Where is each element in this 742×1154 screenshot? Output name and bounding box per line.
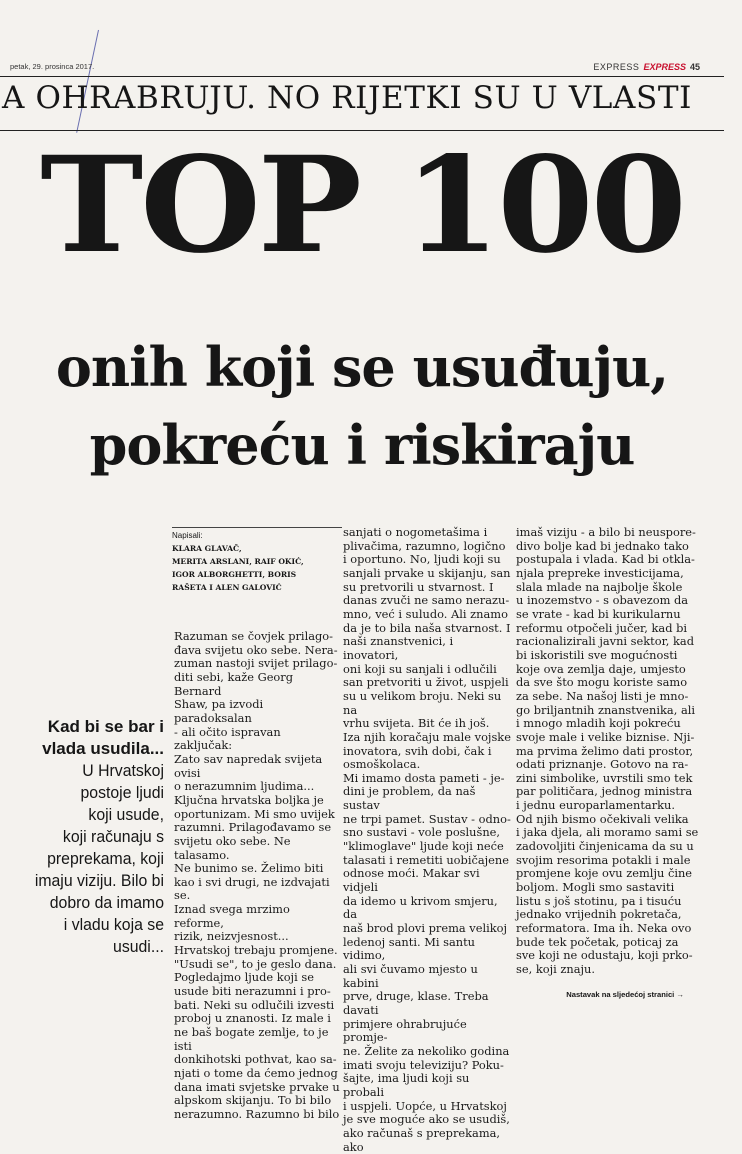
article-line: Shaw, pa izvodi paradoksalan (174, 697, 264, 725)
article-line: bati. Neki su odlučili izvesti (174, 997, 335, 1012)
article-line: postupala i vlada. Kad bi otkla- (516, 552, 695, 567)
article-line: zini simbolike, uvrstili smo tek (516, 770, 693, 785)
article-line: odati priznanje. Gotovo na ra- (516, 757, 689, 772)
byline-label: Napisali: (172, 531, 203, 540)
pull-quote-line: imaju viziju. Bilo bi (34, 871, 164, 890)
article-line: da idemo u krivom smjeru, da (343, 893, 498, 922)
article-line: i oportuno. No, ljudi koji su (343, 552, 501, 567)
article-line: ma prvima želimo dati prostor, (516, 743, 694, 758)
article-line: diti sebi, kaže Georg Bernard (174, 669, 294, 698)
article-line: Ključna hrvatska boljka je (174, 792, 324, 807)
article-line: da sve što mogu koriste samo (516, 675, 688, 690)
article-column-3 (516, 526, 712, 977)
article-line: Ne bunimo se. Želimo biti (174, 861, 324, 876)
pull-quote-line: usudi... (113, 937, 164, 956)
article-line: za sebe. Na našoj listi je mno- (516, 688, 689, 703)
article-line: svoje male i velike biznise. Nji- (516, 729, 695, 744)
article-line: par političara, jednog ministra (516, 784, 693, 799)
article-line: Razuman se čovjek prilago- (174, 629, 334, 643)
article-line: imaš viziju - a bilo bi neuspore- (516, 525, 696, 539)
article-line: - ali očito ispravan zaključak: (174, 724, 281, 753)
article-line: divo bolje kad bi jednako tako (516, 538, 689, 553)
article-line: ako računaš s preprekama, ako (343, 1125, 501, 1154)
article-line: reformatora. Ima ih. Neka ovo (516, 921, 692, 936)
article-line: racionalizirali javni sektor, kad (516, 634, 695, 649)
article-line: plivačima, razumno, logično (343, 538, 506, 553)
article-line: su u velikom broju. Neki su na (343, 688, 502, 717)
article-line: zuman nastoji svijet prilago- (174, 656, 338, 671)
article-line: o nerazumnim ljudima... (174, 779, 315, 794)
article-line: njala prepreke investicijama, (516, 565, 684, 580)
pull-quote (12, 716, 164, 958)
article-line: šajte, ima ljudi koji su probali (343, 1071, 470, 1099)
article-line: primjere ohrabrujuće promje- (343, 1016, 467, 1045)
article-line: i jednu europarlamentarku. (516, 798, 676, 813)
pull-quote-line: preprekama, koji (47, 849, 165, 868)
article-line: slala mlade na najbolje škole (516, 579, 683, 594)
article-line: proboj u znanosti. Iz male i (174, 1011, 331, 1026)
article-line: bi iskoristili sve mogućnosti (516, 647, 678, 662)
article-line: ne. Želite za nekoliko godina (343, 1043, 510, 1058)
article-line: sve koji ne odustaju, koji prko- (516, 948, 693, 963)
article-line: da je to bila naša stvarnost. I (343, 620, 511, 635)
article-line: usude biti nerazumni i pro- (174, 984, 331, 999)
article-column-1 (174, 630, 340, 1122)
article-line: promjene koje ovu zemlju čine (516, 866, 693, 881)
article-line: vrhu svijeta. Bit će ih još. (343, 716, 490, 731)
brand-name: EXPRESS (593, 62, 640, 72)
pull-quote-line: postoje ljudi (80, 783, 164, 802)
article-line: ali svi čuvamo mjesto u kabini (343, 962, 478, 990)
pull-quote-lead: vlada usudila... (42, 739, 164, 758)
article-line: inovatora, svih dobi, čak i (343, 743, 492, 758)
article-line: Zato sav napredak svijeta ovisi (174, 751, 323, 780)
article-line: boljom. Mogli smo sastaviti (516, 880, 675, 895)
divider (0, 76, 724, 77)
subheadline-line-1: onih koji se usuđuju, (55, 335, 669, 399)
article-line: koje ova zemlja daje, umjesto (516, 661, 686, 676)
byline-box (172, 527, 342, 594)
article-line: go briljantnih znanstvenika, ali (516, 702, 696, 717)
article-line: su pretvorili u stvarnost. I (343, 579, 494, 594)
article-line: "klimoglave" ljude koji neće (343, 839, 504, 854)
byline-name-line: MERITA ARSLANI, RAIF OKIĆ, (172, 557, 304, 566)
article-line: sanjali prvake u skijanju, san (343, 565, 511, 580)
byline-names (172, 542, 342, 594)
article-line: prve, druge, klase. Treba davati (343, 989, 489, 1017)
article-column-2 (343, 526, 511, 1154)
article-line: dini je problem, da naš sustav (343, 784, 476, 813)
pull-quote-line: koji usude, (88, 805, 164, 824)
article-line: danas zvuči ne samo nerazu- (343, 593, 510, 608)
byline-name-line: RAŠETA I ALEN GALOVIĆ (172, 583, 282, 592)
article-line: osmoškolaca. (343, 757, 421, 772)
article-line: sno sustavi - vole poslušne, (343, 825, 501, 840)
issue-date: petak, 29. prosinca 2017. (10, 62, 95, 71)
article-line: donkihotski pothvat, kao sa- (174, 1052, 337, 1067)
pull-quote-line: U Hrvatskoj (82, 761, 164, 780)
page-header (593, 62, 700, 72)
article-line: se, koji znaju. (516, 962, 596, 976)
article-line: razumni. Prilagođavamo se (174, 820, 332, 835)
article-line: "Usudi se", to je geslo dana. (174, 956, 337, 971)
pull-quote-line: i vladu koja se (63, 915, 164, 934)
main-headline: TOP 100 (40, 128, 684, 283)
pull-quote-line: koji računaju s (62, 827, 164, 846)
article-line: Mi imamo dosta pameti - je- (343, 770, 505, 785)
article-line: odnose moći. Makar svi vidjeli (343, 866, 480, 895)
continuation-note: Nastavak na sljedećoj stranici → (566, 990, 684, 999)
article-line: i mnogo mladih koji pokreću (516, 716, 681, 731)
article-line: je sve moguće ako se usudiš, (343, 1112, 510, 1127)
byline-name-line: IGOR ALBORGHETTI, BORIS (172, 570, 297, 579)
article-line: đava svijetu oko sebe. Nera- (174, 642, 338, 657)
article-line: mno, već i suludo. Ali znamo (343, 606, 508, 621)
article-line: Hrvatskoj trebaju promjene. (174, 943, 338, 958)
brand-logo: EXPRESS (643, 62, 686, 72)
article-line: zadovoljiti činjenicama da su u (516, 839, 694, 854)
article-line: san pretvoriti u život, uspjeli (343, 675, 509, 690)
article-line: dana imati svjetske prvake u (174, 1079, 340, 1094)
article-line: i uspjeli. Uopće, u Hrvatskoj (343, 1098, 507, 1113)
subheadline-line-2: pokreću i riskiraju (89, 413, 635, 477)
article-line: ledenoj santi. Mi santu vidimo, (343, 934, 476, 963)
article-line: Pogledajmo ljude koji se (174, 970, 314, 985)
article-line: oportunizam. Mi smo uvijek (174, 806, 335, 821)
article-line: Iza njih koračaju male vojske (343, 729, 511, 744)
article-line: alpskom skijanju. To bi bilo (174, 1093, 332, 1108)
article-line: u inozemstvo - s obavezom da (516, 593, 689, 608)
article-line: bude tek početak, poticaj za (516, 934, 679, 949)
article-line: svijetu oko sebe. Ne talasamo. (174, 833, 291, 862)
article-line: oni koji su sanjali i odlučili (343, 661, 497, 676)
article-line: talasati i remetiti uobičajene (343, 852, 509, 867)
article-line: ne trpi pamet. Sustav - odno- (343, 811, 511, 826)
kicker-headline: A OHRABRUJU. NO RIJETKI SU U VLASTI (2, 80, 692, 116)
article-line: Od njih bismo očekivali velika (516, 811, 689, 826)
article-line: nerazumno. Razumno bi bilo (174, 1106, 340, 1121)
article-line: kao i svi drugi, ne izdvajati se. (174, 874, 330, 903)
byline-name-line: KLARA GLAVAČ, (172, 544, 242, 553)
article-line: jednako vrijednih pokretača, (516, 907, 682, 922)
page-number: 45 (689, 62, 700, 72)
article-line: ne baš bogate zemlje, to je isti (174, 1025, 329, 1053)
article-line: rizik, neizvjesnost... (174, 929, 289, 944)
article-line: sanjati o nogometašima i (343, 525, 488, 539)
article-line: Iznad svega mrzimo reforme, (174, 902, 290, 930)
article-line: naši znanstvenici, i inovatori, (343, 634, 454, 662)
article-line: reformu otpočeli jučer, kad bi (516, 620, 688, 635)
article-line: se vrate - kad bi kurikularnu (516, 606, 681, 621)
article-line: naš brod plovi prema velikoj (343, 921, 508, 936)
article-line: imati svoju televiziju? Poku- (343, 1057, 504, 1072)
article-line: listu s još stotinu, pa i tisuću (516, 893, 682, 908)
article-line: i jaka djela, ali moramo sami se (516, 825, 699, 840)
pull-quote-lead: Kad bi se bar i (47, 717, 164, 736)
pull-quote-line: dobro da imamo (49, 893, 164, 912)
article-line: njati o tome da ćemo jednog (174, 1066, 338, 1080)
article-line: svojim resorima potakli i male (516, 852, 691, 867)
